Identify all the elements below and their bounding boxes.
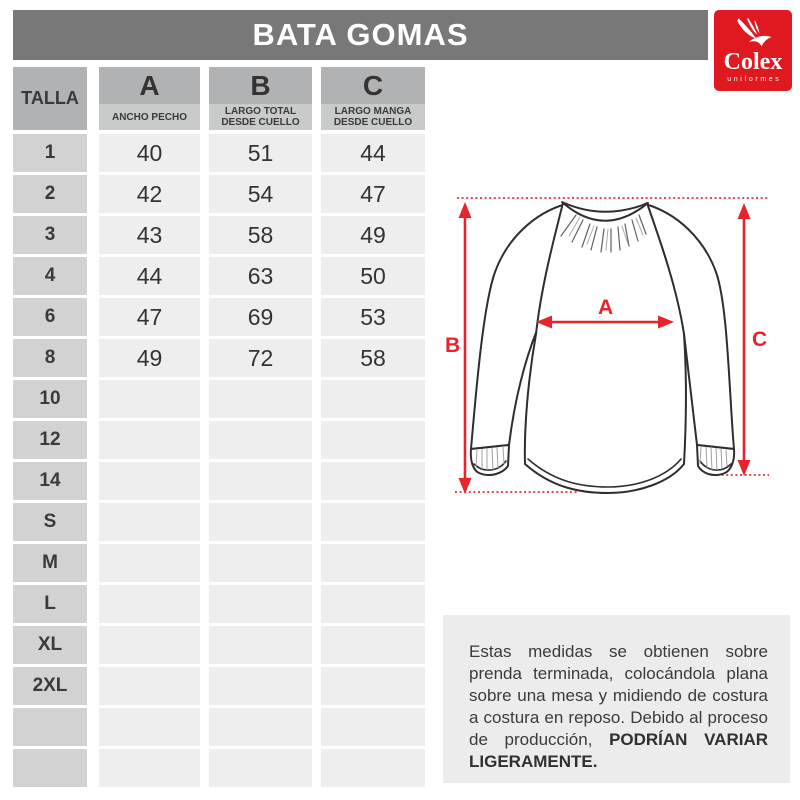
value-cell-c: 47 <box>321 175 425 213</box>
table-row <box>13 544 425 582</box>
measurement-note <box>443 615 790 783</box>
value-cell-b: 58 <box>209 216 312 254</box>
size-cell: 12 <box>13 421 87 459</box>
value-cell-a: 40 <box>99 134 200 172</box>
value-cell-b <box>209 585 312 623</box>
table-row <box>13 134 425 172</box>
garment-outline <box>471 202 734 493</box>
value-cell-a <box>99 503 200 541</box>
bird-icon <box>731 17 775 50</box>
value-cell-c: 53 <box>321 298 425 336</box>
value-cell-c <box>321 708 425 746</box>
value-cell-c <box>321 421 425 459</box>
value-cell-a <box>99 421 200 459</box>
value-cell-c <box>321 667 425 705</box>
value-cell-a: 49 <box>99 339 200 377</box>
value-cell-b <box>209 667 312 705</box>
value-cell-b <box>209 708 312 746</box>
value-cell-a <box>99 544 200 582</box>
value-cell-a: 42 <box>99 175 200 213</box>
logo-brand: Colex <box>723 49 783 75</box>
value-cell-a: 47 <box>99 298 200 336</box>
value-cell-b <box>209 462 312 500</box>
value-cell-b <box>209 626 312 664</box>
page-title: BATA GOMAS <box>252 17 469 52</box>
value-cell-a <box>99 380 200 418</box>
title-bar <box>13 10 708 60</box>
colex-logo <box>714 10 792 91</box>
value-cell-c: 58 <box>321 339 425 377</box>
value-cell-b: 63 <box>209 257 312 295</box>
value-cell-a <box>99 749 200 787</box>
value-cell-a: 43 <box>99 216 200 254</box>
value-cell-b <box>209 749 312 787</box>
size-cell: L <box>13 585 87 623</box>
table-row <box>13 257 425 295</box>
value-cell-c: 44 <box>321 134 425 172</box>
value-cell-c <box>321 749 425 787</box>
size-cell: 10 <box>13 380 87 418</box>
table-row <box>13 667 425 705</box>
size-cell: S <box>13 503 87 541</box>
size-table <box>13 67 425 790</box>
value-cell-b: 51 <box>209 134 312 172</box>
value-cell-c: 49 <box>321 216 425 254</box>
garment-diagram <box>440 185 800 510</box>
note-emphasis: PODRÍAN VARIAR LIGERAMENTE. <box>469 730 768 771</box>
size-cell: 8 <box>13 339 87 377</box>
column-letter-c: C <box>321 67 425 104</box>
value-cell-b <box>209 503 312 541</box>
value-cell-c <box>321 462 425 500</box>
size-cell: M <box>13 544 87 582</box>
table-row <box>13 216 425 254</box>
size-cell: 2XL <box>13 667 87 705</box>
size-cell: 2 <box>13 175 87 213</box>
column-header-a <box>99 67 200 130</box>
table-row <box>13 339 425 377</box>
column-desc-b: LARGO TOTAL DESDE CUELLO <box>209 104 312 130</box>
size-cell: 4 <box>13 257 87 295</box>
column-header-c <box>321 67 425 130</box>
column-header-b <box>209 67 312 130</box>
size-cell: 6 <box>13 298 87 336</box>
note-body: Estas medidas se obtienen sobre prenda terminada, colocándola plana sobre una mesa y midiendo de costura a costura en reposo. Debido al proceso de producción, <box>469 642 768 749</box>
size-cell: 3 <box>13 216 87 254</box>
size-cell <box>13 708 87 746</box>
value-cell-c <box>321 626 425 664</box>
table-body <box>13 134 425 787</box>
size-cell: XL <box>13 626 87 664</box>
size-cell: 1 <box>13 134 87 172</box>
column-desc-c: LARGO MANGA DESDE CUELLO <box>321 104 425 130</box>
value-cell-c: 50 <box>321 257 425 295</box>
table-row <box>13 626 425 664</box>
diagram-label-b: B <box>445 334 461 357</box>
table-row <box>13 175 425 213</box>
diagram-label-c: C <box>752 328 768 351</box>
value-cell-c <box>321 380 425 418</box>
table-row <box>13 421 425 459</box>
value-cell-b <box>209 380 312 418</box>
logo-tagline: uniformes <box>727 76 782 83</box>
value-cell-a: 44 <box>99 257 200 295</box>
value-cell-a <box>99 708 200 746</box>
value-cell-b <box>209 544 312 582</box>
value-cell-c <box>321 503 425 541</box>
table-row <box>13 462 425 500</box>
note-text <box>469 641 768 773</box>
value-cell-a <box>99 667 200 705</box>
value-cell-b: 69 <box>209 298 312 336</box>
table-row <box>13 585 425 623</box>
size-column-header: TALLA <box>13 67 87 130</box>
value-cell-b: 72 <box>209 339 312 377</box>
diagram-label-a: A <box>598 296 614 319</box>
value-cell-c <box>321 544 425 582</box>
column-desc-a: ANCHO PECHO <box>99 104 200 130</box>
column-letter-b: B <box>209 67 312 104</box>
size-cell: 14 <box>13 462 87 500</box>
table-row <box>13 298 425 336</box>
value-cell-b <box>209 421 312 459</box>
table-header-row <box>13 67 425 130</box>
size-cell <box>13 749 87 787</box>
table-row <box>13 708 425 746</box>
value-cell-c <box>321 585 425 623</box>
table-row <box>13 749 425 787</box>
table-row <box>13 503 425 541</box>
value-cell-a <box>99 585 200 623</box>
table-row <box>13 380 425 418</box>
column-letter-a: A <box>99 67 200 104</box>
value-cell-a <box>99 626 200 664</box>
value-cell-a <box>99 462 200 500</box>
value-cell-b: 54 <box>209 175 312 213</box>
